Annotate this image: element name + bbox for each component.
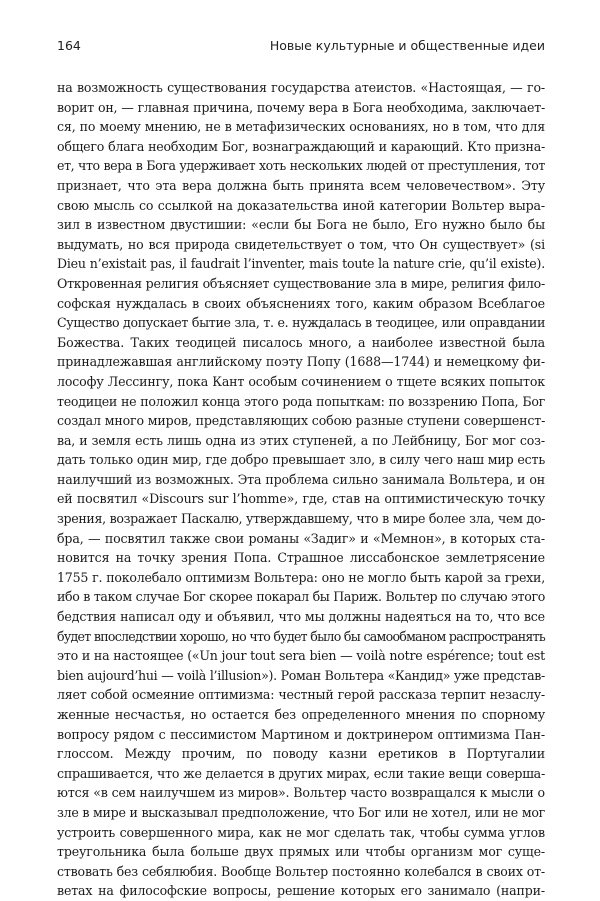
text-line: лософу Лессингу, пока Кант особым сочинением о тщете всяких попыток: [57, 373, 545, 389]
text-line: выдумать, но вся природа свидетельствует о том, что Он существует» (si: [57, 236, 545, 252]
text-line: новится на точку зрения Попа. Страшное лиссабонское землетрясение: [57, 550, 545, 566]
text-line: треугольника была больше двух прямых или чтобы организм мог суще-: [57, 844, 545, 860]
text-line: ются «в сем наилучшем из миров». Вольтер часто возвращался к мысли о: [57, 785, 545, 801]
text-line: общего блага необходим Бог, вознаграждающий и карающий. Кто призна-: [57, 138, 545, 154]
text-line: ворит он, — главная причина, почему вера в Бога необходима, заключает-: [57, 99, 545, 115]
text-line: устроить совершенного мира, как не мог сделать так, чтобы сумма углов: [57, 824, 545, 840]
text-line: наилучший из возможных. Эта проблема сильно занимала Вольтера, и он: [57, 471, 545, 487]
text-line: это и на настоящее («Un jour tout sera bien — voilà notre espérence; tout est: [57, 648, 545, 664]
text-line: Божества. Таких теодицей писалось много, а наиболее известной была: [57, 334, 545, 350]
text-line: ствовать без себялюбия. Вообще Вольтер постоянно колебался в своих от-: [57, 863, 545, 879]
text-line: зил в известном двустишии: «если бы Бога не было, Его нужно было бы: [57, 217, 545, 233]
text-line: бедствия написал оду и объявил, что мы должны надеяться на то, что все: [57, 609, 545, 625]
text-line: bien aujourd’hui — voilà l’illusion»). Роман Вольтера «Кандид» уже представ-: [57, 667, 545, 683]
text-line: бра, — посвятил также свои романы «Задиг» и «Мемнон», в которых ста-: [57, 530, 545, 546]
text-line: теодицеи не положил конца этого рода попыткам: по воззрению Попа, Бог: [57, 393, 545, 409]
text-line: ей посвятил «Discours sur l’homme», где, став на оптимистическую точку: [57, 491, 545, 507]
text-line: Существо допускает бытие зла, т. е. нуждалась в теодицее, или оправдании: [57, 315, 545, 331]
page-header: [57, 38, 545, 58]
text-line: принадлежавшая английскому поэту Попу (1688—1744) и немецкому фи-: [57, 354, 545, 370]
text-line: женные несчастья, но остается без определенного мнения по спорному: [57, 707, 545, 722]
text-line: зле в мире и высказывал предположение, что Бог или не хотел, или не мог: [57, 804, 545, 820]
text-line: 1755 г. поколебало оптимизм Вольтера: оно не могло быть карой за грехи,: [57, 569, 545, 585]
text-line: ва, и земля есть лишь одна из этих ступеней, а по Лейбницу, Бог мог соз-: [57, 432, 545, 448]
text-line: спрашивается, что же делается в других мирах, если такие вещи соверша-: [57, 765, 545, 781]
text-line: ся, по моему мнению, не в метафизических основаниях, но в том, что для: [57, 119, 545, 135]
text-line: софская нуждалась в своих объяснениях того, каким образом Всеблагое: [57, 295, 545, 311]
text-line: дать только один мир, где добро превышает зло, в силу чего наш мир есть: [57, 452, 545, 468]
text-line: на возможность существования государства атеистов. «Настоящая, — го-: [57, 80, 545, 95]
page-number: 164: [57, 38, 81, 53]
text-line: ибо в таком случае Бог скорее покарал бы Париж. Вольтер по случаю этого: [57, 589, 545, 605]
text-line: будет впоследствии хорошо, но что будет было бы самообманом распространять: [57, 628, 545, 644]
text-line: Dieu n’existait pas, il faudrait l’inventer, mais toute la nature crie, qu’il existe).: [57, 256, 545, 272]
text-line: признает, что эта вера должна быть принята всем человечеством». Эту: [57, 177, 545, 193]
text-line: Откровенная религия объясняет существование зла в мире, религия фило-: [57, 275, 545, 291]
text-line: ляет собой осмеяние оптимизма: честный герой рассказа терпит незаслу-: [57, 687, 545, 703]
text-line: создал много миров, представляющих собою разные ступени совершенст-: [57, 413, 546, 429]
text-line: зрения, возражает Паскалю, утверждавшему, что в мире более зла, чем до-: [57, 511, 545, 527]
text-line: ет, что вера в Бога удерживает хоть нескольких людей от преступления, тот: [57, 158, 545, 174]
text-line: вопросу рядом с пессимистом Мартином и доктринером оптимизма Пан-: [57, 726, 545, 742]
text-line: свою мысль со ссылкой на доказательства иной категории Вольтер выра-: [57, 197, 545, 213]
text-line: глоссом. Между прочим, по поводу казни еретиков в Португалии: [57, 746, 545, 762]
running-title: Новые культурные и общественные идеи: [269, 38, 545, 53]
text-line: ветах на философские вопросы, решение которых его занимало (напри-: [57, 883, 545, 899]
body-text: [57, 78, 545, 901]
